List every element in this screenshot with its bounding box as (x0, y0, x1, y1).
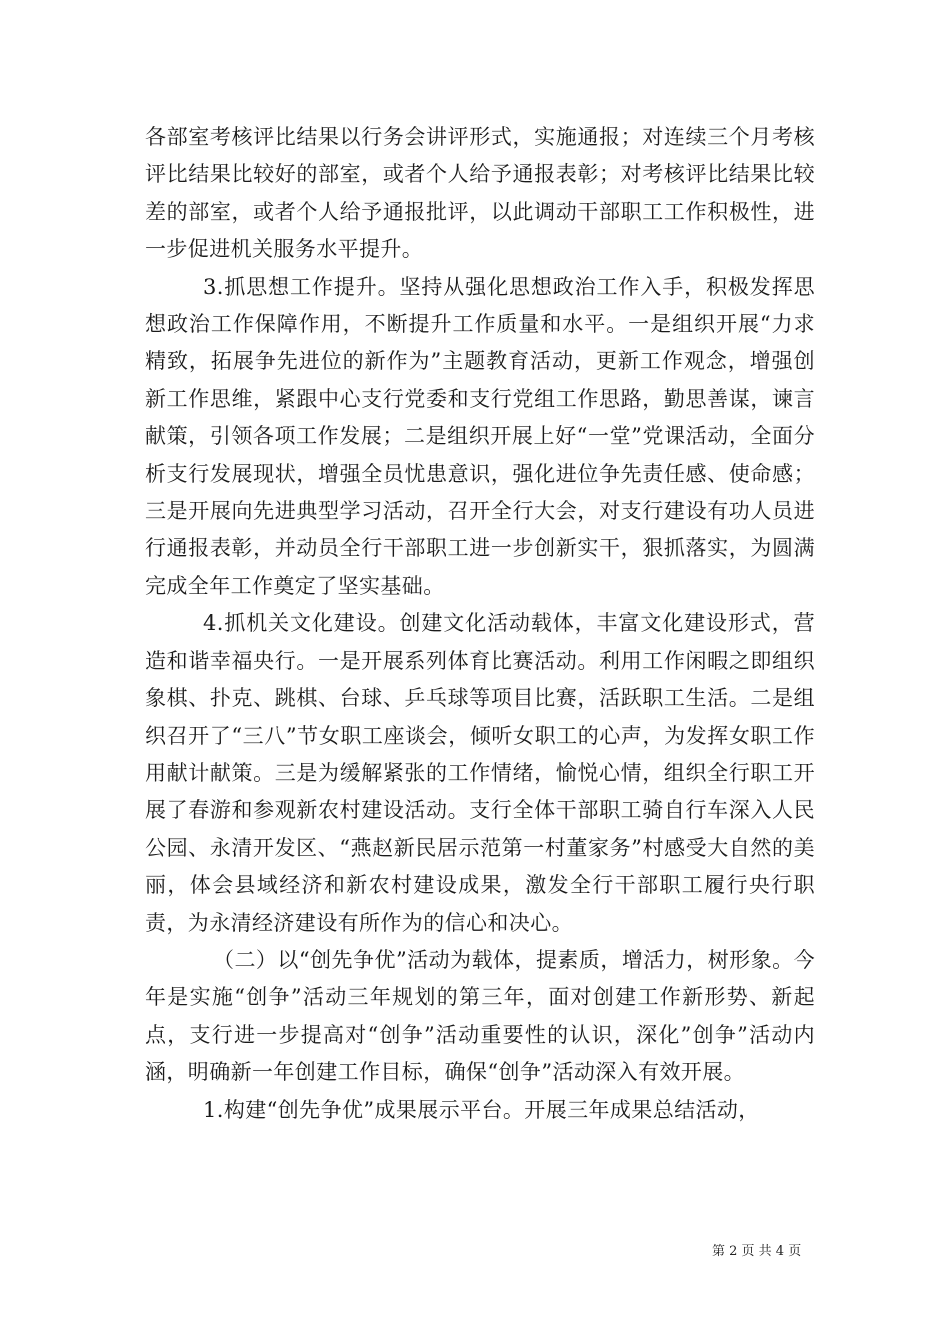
paragraph-achievement-platform: 1.构建“创先争优”成果展示平台。开展三年成果总结活动， (203, 1097, 760, 1122)
paragraph-evaluation-results: 各部室考核评比结果以行务会讲评形式，实施通报；对连续三个月考核评比结果比较好的部室，或者个人给予通报表彰；对考核评比结果比较差的部室，或者个人给予通报批评，以此调动干部职工工作积极性，进一步促进机关服务水平提升。 (145, 125, 815, 262)
paragraph-cultural-building: 4.抓机关文化建设。创建文化活动载体，丰富文化建设形式，营造和谐幸福央行。一是开展系列体育比赛活动。利用工作闲暇之即组织象棋、扑克、跳棋、台球、乒乓球等项目比赛，活跃职工生活。二是组织召开了“三八”节女职工座谈会，倾听女职工的心声，为发挥女职工作用献计献策。三是为缓解紧张的工作情绪，愉悦心情，组织全行职工开展了春游和参观新农村建设活动。支行全体干部职工骑自行车深入人民公园、永清开发区、“燕赵新民居示范第一村董家务”村感受大自然的美丽，体会县域经济和新农村建设成果，激发全行干部职工履行央行职责，为永清经济建设有所作为的信心和决心。 (145, 611, 815, 935)
paragraph-ideological-work: 3.抓思想工作提升。坚持从强化思想政治工作入手，积极发挥思想政治工作保障作用，不断提升工作质量和水平。一是组织开展“力求精致，拓展争先进位的新作为”主题教育活动，更新工作观念，增强创新工作思维，紧跟中心支行党委和支行党组工作思路，勤思善谋，谏言献策，引领各项工作发展；二是组织开展上好“一堂”党课活动，全面分析支行发展现状，增强全员忧患意识，强化进位争先责任感、使命感；三是开展向先进典型学习活动，召开全行大会，对支行建设有功人员进行通报表彰，并动员全行干部职工进一步创新实干，狠抓落实，为圆满完成全年工作奠定了坚实基础。 (145, 274, 815, 598)
paragraph-section-two-heading: （二）以“创先争优”活动为载体，提素质，增活力，树形象。今年是实施“创争”活动三年规划的第三年，面对创建工作新形势、新起点，支行进一步提高对“创争”活动重要性的认识，深化”创争”活动内涵，明确新一年创建工作目标，确保“创争”活动深入有效开展。 (145, 947, 815, 1085)
document-body (145, 119, 815, 1129)
page-number-footer: 第 2 页 共 4 页 (712, 1244, 802, 1259)
